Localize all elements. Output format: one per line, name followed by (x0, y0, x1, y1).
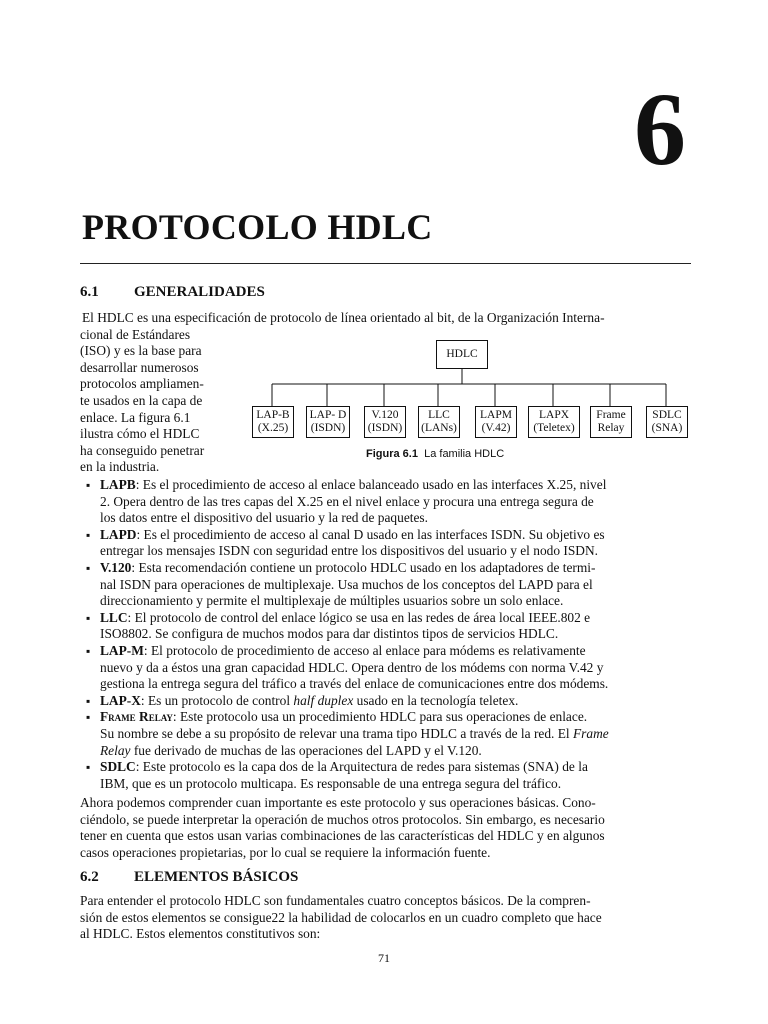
bullet-term: LAP-X (100, 692, 141, 708)
intro-line: enlace. La figura 6.1 (80, 409, 191, 425)
bullet-line: ▪ LAP-X: Es un protocolo de control half duplex usado en la tecnología teletex. (100, 692, 519, 708)
diagram-node-lapd: LAP- D (ISDN) (306, 406, 350, 438)
bullet-line: ▪ LAP-M: El protocolo de procedimiento de acceso al enlace para módems es relativamente (100, 642, 586, 658)
bullet-line: los datos entre el dispositivo del usuario y la red de paquetes. (100, 510, 428, 526)
bullet-item (80, 759, 691, 792)
bullet-item (80, 560, 691, 610)
bullet-line: entregar los mensajes ISDN con seguridad entre los dispositivos del usuario y el nodo ISDN. (100, 543, 598, 559)
figure-caption (366, 448, 504, 460)
bullet-line: IBM, que es un protocolo multicapa. Es responsable de una entrega segura del tráfico. (100, 775, 562, 791)
intro-line: ha conseguido penetrar (80, 442, 205, 458)
bullet-line: ▪ LAPB: Es el procedimiento de acceso al enlace balanceado usado en las interfaces X.25, nivel (100, 477, 607, 492)
chapter-number: 6 (634, 72, 686, 187)
section-number: 6.1 (80, 284, 99, 300)
bullet-line: direccionamiento y permite el multiplexaje de múltiples usuarios sobre un solo enlace. (100, 593, 564, 609)
closing-line: Ahora podemos comprender cuan importante es este protocolo y sus operaciones básicas. Cono- (80, 795, 596, 810)
section2-line: Para entender el protocolo HDLC son fundamentales cuatro conceptos básicos. De la compren- (80, 893, 591, 908)
figure-caption-text: La familia HDLC (424, 448, 505, 460)
intro-line: te usados en la capa de (80, 392, 203, 408)
section-title: ELEMENTOS BÁSICOS (134, 869, 299, 885)
bullet-line: Relay fue derivado de muchas de las operaciones del LAPD y el V.120. (100, 742, 482, 758)
page-number: 71 (378, 951, 390, 965)
closing-paragraph (80, 795, 691, 861)
bullet-term: Frame Relay (100, 709, 173, 725)
intro-line: cional de Estándares (80, 326, 191, 342)
section-title: GENERALIDADES (134, 284, 265, 300)
intro-line: ilustra cómo el HDLC (80, 426, 200, 442)
figure-caption-label: Figura 6.1 (366, 448, 418, 460)
bullet-term: V.120 (100, 559, 132, 575)
diagram-node-llc: LLC (LANs) (418, 406, 460, 438)
bullet-line: ▪ LLC: El protocolo de control del enlace lógico se usa en las redes de área local IEEE.802 e (100, 609, 591, 625)
intro-line: desarrollar numerosos (80, 359, 199, 375)
bullet-term: LAPB (100, 477, 136, 492)
intro-line: protocolos ampliamen- (80, 376, 204, 392)
intro-line: en la industria. (80, 459, 160, 475)
chapter-title: PROTOCOLO HDLC (82, 207, 433, 247)
section2-line: sión de estos elementos se consigue22 la habilidad de colocarlos en un cuadro completo que hace (80, 909, 602, 925)
diagram-node-frame-relay: Frame Relay (590, 406, 632, 438)
bullet-line: ▪ SDLC: Este protocolo es la capa dos de la Arquitectura de redes para sistemas (SNA) de la (100, 759, 588, 775)
bullet-line: Su nombre se debe a su propósito de relevar una trama tipo HDLC a través de la red. El Frame (100, 725, 609, 741)
intro-first-line: El HDLC es una especificación de protocolo de línea orientado al bit, de la Organización Interna- (82, 310, 605, 325)
bullet-item (80, 709, 691, 759)
bullet-term: LLC (100, 609, 128, 625)
closing-line: casos operaciones propietarias, por lo cual se requiere la información fuente. (80, 844, 491, 860)
bullet-line: ▪ Frame Relay: Este protocolo usa un procedimiento HDLC para sus operaciones de enlace. (100, 709, 588, 725)
bullet-term: LAP-M (100, 642, 144, 658)
bullet-line: nuevo y da a éstos una gran capacidad HDLC. Opera dentro de los módems con norma V.42 y (100, 659, 604, 675)
diagram-node-lapx: LAPX (Teletex) (528, 406, 580, 438)
closing-line: ciéndolo, se puede interpretar la operación de muchos otros protocolos. Sin embargo, es necesario (80, 811, 605, 827)
bullet-term: SDLC (100, 759, 136, 775)
section-number: 6.2 (80, 869, 99, 885)
bullet-item (80, 693, 691, 710)
diagram-node-sdlc: SDLC (SNA) (646, 406, 688, 438)
intro-line: (ISO) y es la base para (80, 343, 202, 359)
closing-line: tener en cuenta que estos usan varias combinaciones de las características del HDLC y en algunos (80, 828, 605, 844)
intro-wrap-paragraph (80, 327, 226, 476)
bullet-line: gestiona la entrega segura del tráfico a través del enlace de comunicaciones entre dos módems. (100, 676, 609, 692)
diagram-node-lapm: LAPM (V.42) (475, 406, 517, 438)
bullet-line: ISO8802. Se configura de muchos modos para dar distintos tipos de servicios HDLC. (100, 626, 559, 642)
bullet-line: nal ISDN para operaciones de multiplexaje. Usa muchos de los conceptos del LAPD para el (100, 576, 593, 592)
bullet-line: 2. Opera dentro de las tres capas del X.25 en el nivel enlace y procura una entrega segura de (100, 493, 594, 509)
section2-paragraph (80, 893, 691, 943)
protocol-bullet-list (80, 477, 691, 792)
diagram-node-lapb: LAP-B (X.25) (252, 406, 294, 438)
bullet-item (80, 477, 691, 527)
section2-line: al HDLC. Estos elementos constitutivos son: (80, 926, 321, 942)
bullet-term: LAPD (100, 526, 137, 542)
bullet-item (80, 527, 691, 560)
diagram-node-v120: V.120 (ISDN) (364, 406, 406, 438)
hdlc-family-diagram (248, 338, 694, 442)
bullet-line: ▪ V.120: Esta recomendación contiene un protocolo HDLC usado en los adaptadores de termi- (100, 559, 596, 575)
bullet-line: ▪ LAPD: Es el procedimiento de acceso al canal D usado en las interfaces ISDN. Su objetivo es (100, 526, 605, 542)
title-divider (80, 263, 691, 264)
bullet-item (80, 610, 691, 643)
bullet-item (80, 643, 691, 693)
diagram-root-hdlc: HDLC (436, 340, 488, 369)
